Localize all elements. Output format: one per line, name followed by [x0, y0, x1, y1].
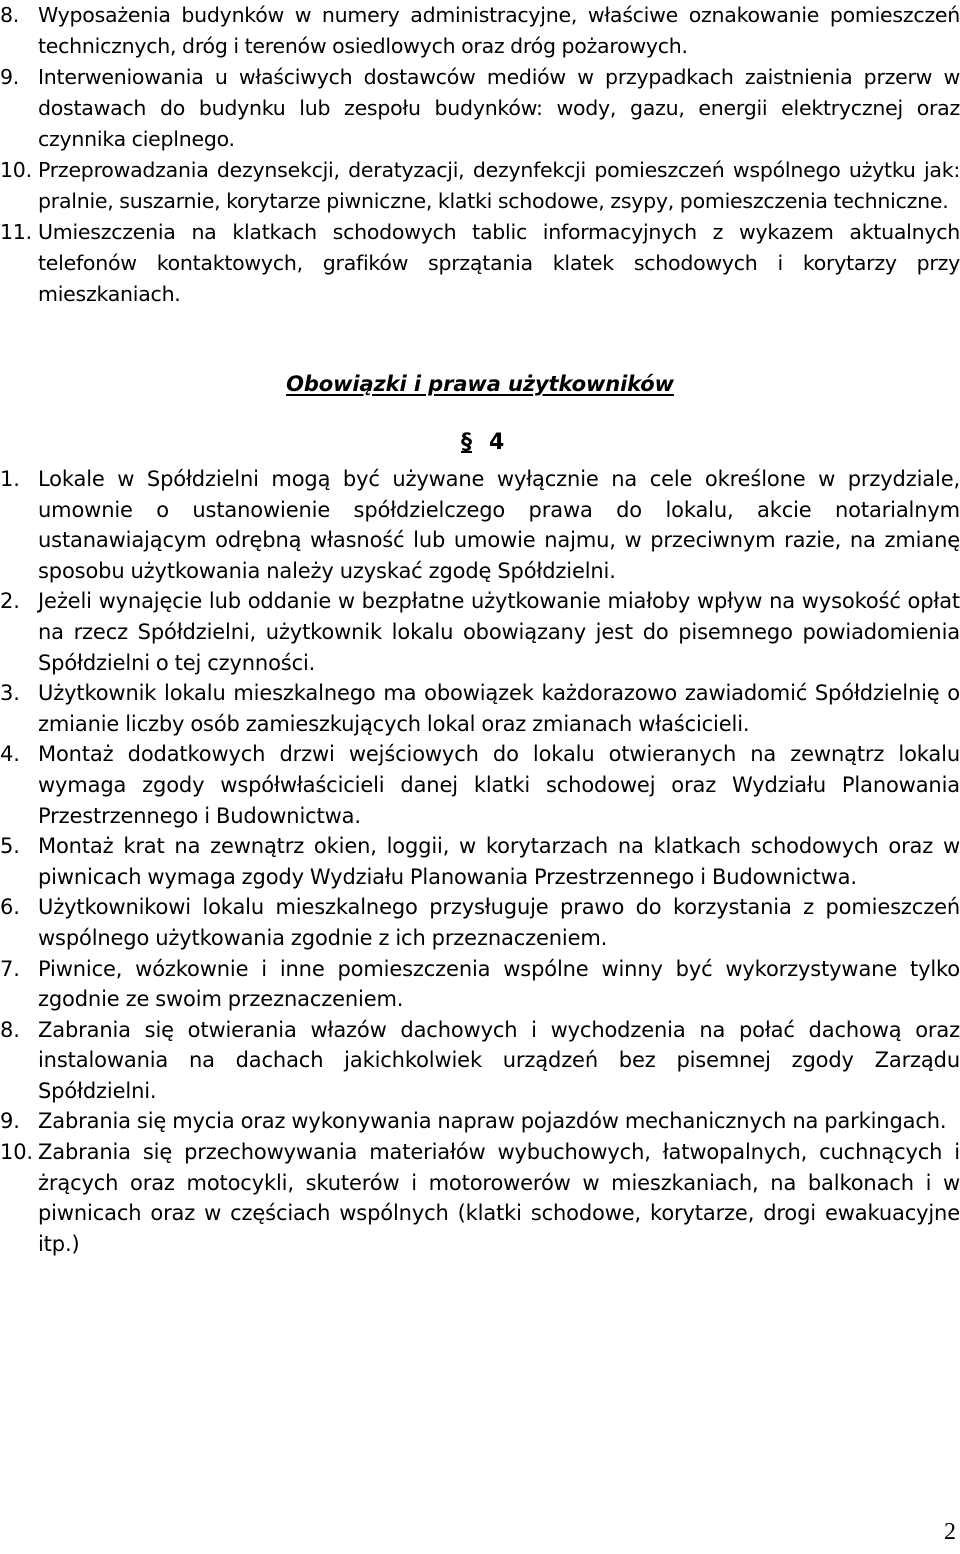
list-item: [0, 739, 960, 831]
section-marker: [461, 428, 504, 458]
bottom-numbered-list: [0, 464, 960, 1259]
item-number: 10.: [0, 158, 32, 182]
paragraph-sign: §: [461, 430, 472, 455]
list-item: [0, 1137, 960, 1259]
list-item: [0, 586, 960, 678]
item-text: Zabrania się przechowywania materiałów wybuchowych, łatwopalnych, cuchnących i żrących oraz motocykli, skuterów i motorowerów w mieszkaniach, na balkonach i w piwnicach oraz w częściach wspólnych (klatki schodowe, korytarze, drogi ewakuacyjne itp.): [38, 1140, 960, 1256]
list-item: [0, 155, 960, 217]
item-text: Przeprowadzania dezynsekcji, deratyzacji, dezynfekcji pomieszczeń wspólnego użytku jak: pralnie, suszarnie, korytarze piwniczne, klatki schodowe, zsypy, pomieszczenia techniczne.: [38, 158, 960, 213]
item-number: 7.: [0, 956, 20, 981]
item-text: Interweniowania u właściwych dostawców mediów w przypadkach zaistnienia przerw w dostawach do budynku lub zespołu budynków: wody, gazu, energii elektrycznej oraz czynnika cieplnego.: [38, 65, 960, 151]
item-text: Montaż dodatkowych drzwi wejściowych do lokalu otwieranych na zewnątrz lokalu wymaga zgody współwłaścicieli danej klatki schodowej oraz Wydziału Planowania Przestrzennego i Budownictwa.: [38, 742, 960, 828]
item-text: Użytkownik lokalu mieszkalnego ma obowiązek każdorazowo zawiadomić Spółdzielnię o zmianie liczby osób zamieszkujących lokal oraz zmianach właścicieli.: [38, 681, 960, 736]
list-item: [0, 217, 960, 310]
list-item: [0, 1015, 960, 1107]
section-number: 4: [489, 430, 505, 455]
item-text: Użytkownikowi lokalu mieszkalnego przysługuje prawo do korzystania z pomieszczeń wspólnego użytkowania zgodnie z ich przeznaczeniem.: [38, 895, 960, 950]
item-number: 9.: [0, 1109, 20, 1134]
item-number: 6.: [0, 895, 20, 920]
item-text: Wyposażenia budynków w numery administracyjne, właściwe oznakowanie pomieszczeń technicznych, dróg i terenów osiedlowych oraz dróg pożarowych.: [38, 3, 960, 58]
list-item: [0, 831, 960, 892]
item-text: Jeżeli wynajęcie lub oddanie w bezpłatne użytkowanie miałoby wpływ na wysokość opłat na rzecz Spółdzielni, użytkownik lokalu obowiązany jest do pisemnego powiadomienia Spółdzielni o tej czynności.: [38, 589, 960, 675]
list-item: [0, 464, 960, 586]
list-item: [0, 678, 960, 739]
list-item: [0, 0, 960, 62]
item-number: 3.: [0, 681, 20, 706]
list-item: [0, 62, 960, 155]
item-number: 11.: [0, 220, 32, 244]
item-number: 8.: [0, 3, 20, 27]
item-number: 5.: [0, 834, 20, 859]
item-text: Umieszczenia na klatkach schodowych tablic informacyjnych z wykazem aktualnych telefonów kontaktowych, grafików sprzątania klatek schodowych i korytarzy przy mieszkaniach.: [38, 220, 960, 306]
item-number: 10.: [0, 1140, 33, 1165]
list-item: [0, 1106, 960, 1137]
list-item: [0, 892, 960, 953]
item-number: 1.: [0, 467, 20, 491]
list-item: [0, 954, 960, 1015]
item-number: 2.: [0, 589, 20, 614]
item-text: Montaż krat na zewnątrz okien, loggii, w korytarzach na klatkach schodowych oraz w piwnicach wymaga zgody Wydziału Planowania Przestrzennego i Budownictwa.: [38, 834, 960, 889]
item-number: 8.: [0, 1017, 20, 1042]
item-text: Lokale w Spółdzielni mogą być używane wyłącznie na cele określone w przydziale, umownie o ustanowienie spółdzielczego prawa do lokalu, akcie notarialnym ustanawiającym odrębną własność lub umowie najmu, w przeciwnym razie, na zmianę sposobu użytkowania należy uzyskać zgodę Spółdzielni.: [38, 467, 960, 583]
item-number: 4.: [0, 742, 20, 767]
top-numbered-list: [0, 0, 960, 310]
item-text: Zabrania się mycia oraz wykonywania napraw pojazdów mechanicznych na parkingach.: [38, 1109, 947, 1134]
item-text: Piwnice, wózkownie i inne pomieszczenia wspólne winny być wykorzystywane tylko zgodnie ze swoim przeznaczeniem.: [38, 956, 960, 1012]
page-number: 2: [944, 1519, 956, 1545]
item-text: Zabrania się otwierania włazów dachowych i wychodzenia na połać dachową oraz instalowania na dachach jakichkolwiek urządzeń bez pisemnej zgody Zarządu Spółdzielni.: [38, 1017, 960, 1103]
item-number: 9.: [0, 65, 20, 89]
section-heading: Obowiązki i prawa użytkowników: [286, 372, 674, 396]
